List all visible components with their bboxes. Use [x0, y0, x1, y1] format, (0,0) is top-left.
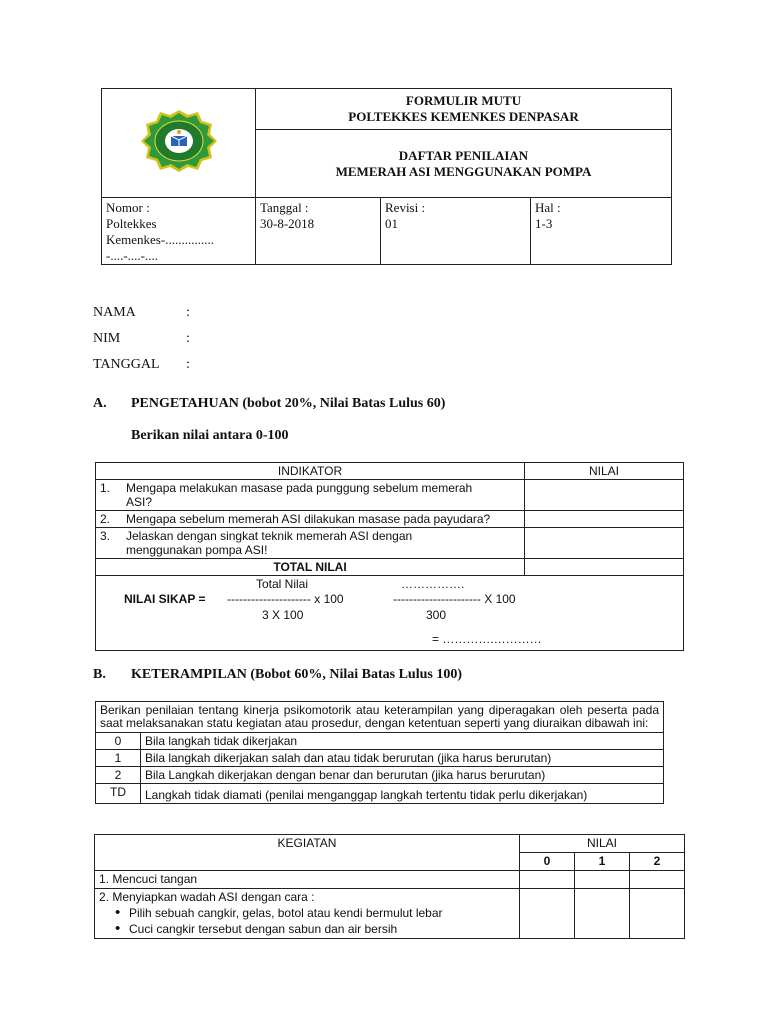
section-a-title: PENGETAHUAN (bobot 20%, Nilai Batas Lulus 60) [131, 396, 446, 411]
kegiatan-step-title: 2. Menyiapkan wadah ASI dengan cara : [99, 890, 315, 904]
nomor-value-1: Poltekkes [106, 216, 157, 231]
identity-block [93, 300, 190, 378]
criteria-desc: Bila langkah tidak dikerjakan [141, 733, 664, 750]
table-row [96, 784, 664, 804]
kegiatan-table [94, 834, 685, 939]
tanggal-row [93, 352, 190, 378]
score-cell-2[interactable] [630, 889, 685, 939]
score-cell-0[interactable] [520, 871, 575, 889]
table-row [96, 511, 684, 528]
logo-cell [102, 89, 256, 198]
nama-row [93, 300, 190, 326]
form-title-line-1: FORMULIR MUTU [405, 93, 522, 109]
section-b-heading [93, 667, 462, 683]
nama-colon: : [186, 305, 190, 320]
score-cell-2[interactable] [630, 871, 685, 889]
revisi-cell [381, 198, 531, 265]
indikator-number: 1. [96, 480, 123, 511]
indikator-text-line: menggunakan pompa ASI! [126, 543, 268, 557]
score-header-0: 0 [520, 853, 575, 871]
nilai-input-cell[interactable] [525, 480, 684, 511]
kegiatan-step [95, 889, 520, 939]
document-title-line-2: MEMERAH ASI MENGGUNAKAN POMPA [335, 163, 592, 179]
form-title-cell [256, 89, 672, 130]
kemenkes-poltekkes-seal-icon [133, 108, 225, 174]
keterampilan-intro: Berikan penilaian tentang kinerja psikomotorik atau keterampilan yang diperagakan oleh peserta pada saat melaksanakan statu kegiatan atau prosedur, dengan ketentuan seperti yang diuraikan dibawah ini: [96, 702, 664, 733]
nilai-sikap-formula [96, 576, 684, 651]
form-title-line-2: POLTEKKES KEMENKES DENPASAR [348, 109, 579, 125]
kegiatan-step: 1. Mencuci tangan [95, 871, 520, 889]
hal-cell [531, 198, 672, 265]
form-header-table [101, 88, 672, 265]
nilai-input-cell[interactable] [525, 511, 684, 528]
section-a-heading [93, 396, 445, 412]
indikator-text-line: Mengapa sebelum memerah ASI dilakukan masase pada payudara? [126, 512, 491, 526]
criteria-desc: Langkah tidak diamati (penilai menganggap langkah tertentu tidak perlu dikerjakan) [141, 784, 664, 804]
score-cell-1[interactable] [575, 871, 630, 889]
nomor-value-2: Kemenkes-............... [106, 232, 214, 247]
criteria-code: 2 [96, 767, 141, 784]
score-header-1: 1 [575, 853, 630, 871]
table-row [95, 889, 685, 939]
section-b-letter: B. [93, 667, 106, 682]
table-row [96, 750, 664, 767]
formula-line-left: --------------------- x 100 [227, 592, 344, 606]
indikator-header: INDIKATOR [96, 463, 525, 480]
formula-denominator: 3 X 100 [262, 608, 304, 622]
nomor-cell [102, 198, 256, 265]
score-header-2: 2 [630, 853, 685, 871]
formula-label: NILAI SIKAP = [124, 592, 206, 606]
hal-label: Hal : [535, 200, 561, 215]
keterampilan-criteria-table [95, 701, 664, 804]
formula-numerator: Total Nilai [256, 577, 309, 591]
indikator-text [122, 480, 525, 511]
nilai-header: NILAI [525, 463, 684, 480]
hal-value: 1-3 [535, 216, 553, 231]
tanggal-value: 30-8-2018 [260, 216, 315, 231]
list-item: • Pilih sebuah cangkir, gelas, botol atau kendi bermulut lebar [115, 905, 515, 921]
table-row [96, 528, 684, 559]
formula-denominator-right: 300 [426, 608, 447, 622]
criteria-desc: Bila Langkah dikerjakan dengan benar dan berurutan (jika harus berurutan) [141, 767, 664, 784]
nomor-label: Nomor : [106, 200, 150, 215]
nilai-input-cell[interactable] [525, 528, 684, 559]
criteria-code: 1 [96, 750, 141, 767]
table-row [95, 871, 685, 889]
nama-label: NAMA [93, 305, 136, 320]
tanggal-identity-label: TANGGAL [93, 357, 160, 372]
table-row [96, 767, 664, 784]
section-b-title: KETERAMPILAN (Bobot 60%, Nilai Batas Lulus 100) [131, 667, 462, 682]
formula-line-right: ---------------------- X 100 [393, 592, 516, 606]
indikator-text [122, 511, 525, 528]
document-title-cell [256, 130, 672, 198]
revisi-value: 01 [385, 216, 398, 231]
total-nilai-cell[interactable] [525, 559, 684, 576]
tanggal-label: Tanggal : [260, 200, 309, 215]
criteria-code: 0 [96, 733, 141, 750]
table-row [96, 480, 684, 511]
section-a-instruction: Berikan nilai antara 0-100 [131, 428, 289, 443]
formula-dots: ……………. [401, 577, 465, 591]
indikator-number: 3. [96, 528, 123, 559]
kegiatan-nilai-header: NILAI [520, 835, 685, 853]
nomor-value-3: -....-....-.... [106, 248, 158, 263]
table-row [96, 733, 664, 750]
indikator-text-line: ASI? [126, 495, 153, 509]
indikator-number: 2. [96, 511, 123, 528]
score-cell-0[interactable] [520, 889, 575, 939]
score-cell-1[interactable] [575, 889, 630, 939]
nim-label: NIM [93, 331, 121, 346]
indikator-text [122, 528, 525, 559]
document-title-line-1: DAFTAR PENILAIAN [398, 147, 529, 163]
criteria-desc: Bila langkah dikerjakan salah dan atau tidak berurutan (jika harus berurutan) [141, 750, 664, 767]
nim-colon: : [186, 331, 190, 346]
criteria-code: TD [96, 784, 141, 804]
revisi-label: Revisi : [385, 200, 426, 215]
kegiatan-bullet-list [99, 905, 515, 937]
section-a-letter: A. [93, 396, 107, 411]
list-item: • Cuci cangkir tersebut dengan sabun dan air bersih [115, 921, 515, 937]
tanggal-colon: : [186, 357, 190, 372]
indikator-table [95, 462, 684, 651]
tanggal-cell [256, 198, 381, 265]
kegiatan-header: KEGIATAN [95, 835, 520, 871]
formula-result: = ………….………… [432, 632, 542, 646]
indikator-text-line: Jelaskan dengan singkat teknik memerah ASI dengan [126, 529, 413, 543]
total-nilai-label: TOTAL NILAI [96, 559, 525, 576]
indikator-text-line: Mengapa melakukan masase pada punggung sebelum memerah [126, 481, 473, 495]
nim-row [93, 326, 190, 352]
